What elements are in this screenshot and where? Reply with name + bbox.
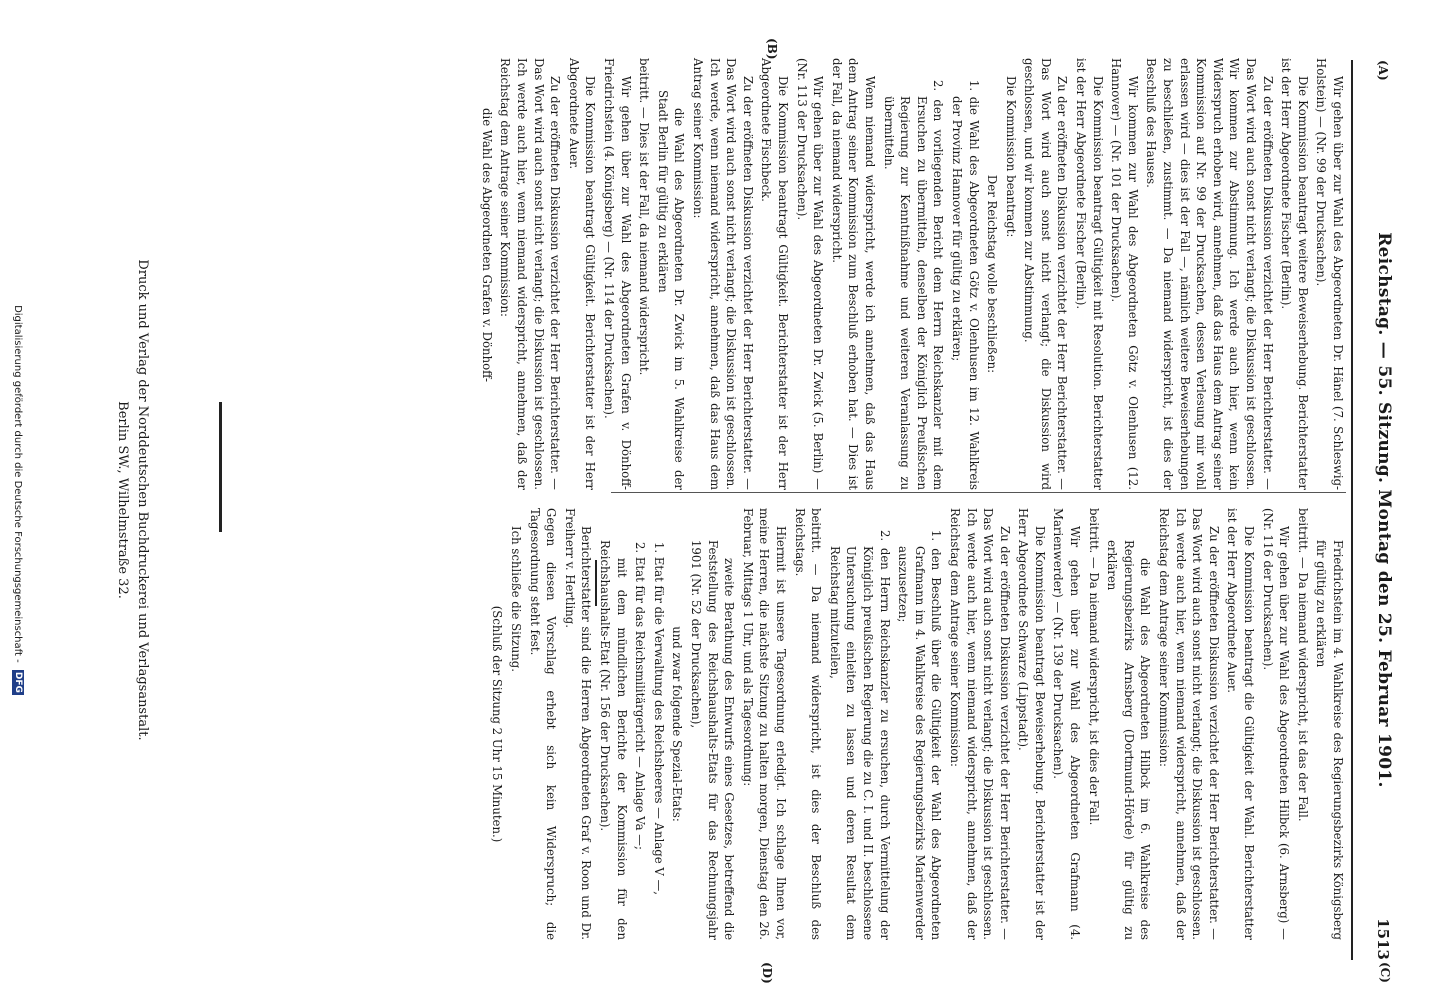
funding-note [10,0,24,1000]
margin-mark-d: (D) [760,962,774,984]
end-rule-right [595,560,597,606]
left-column [476,58,1346,490]
paragraph: und zwar folgende Spezial-Etats: [670,626,685,822]
paragraph: Wir kommen zur Wahl des Abgeordneten Götz v. Olenhusen (12. Hannover) — (Nr. 101 der Drucksachen). [1109,58,1140,490]
page-title: Reichstag. — 55. Sitzung. Montag den 25. Februar 1901. [1374,232,1394,788]
paragraph: Die Kommission beantragt Gültigkeit. Berichterstatter ist der Herr Abgeordnete Auer. [566,58,598,490]
paragraph: Die Kommission beantragt Beweiserhebung. Berichterstatter ist der Herr Abgeordnete Schwarze (Lippstadt). [1016,508,1047,940]
paragraph: Wir gehen über zur Wahl des Abgeordneten Hilbck (6. Arnsberg) — (Nr. 116 der Drucksachen). [1260,508,1292,940]
paragraph: Die Kommission beantragt weitere Beweiserhebung. Berichterstatter ist der Herr Abgeordnete Fischer (Berlin). [1279,58,1310,490]
list-item: 2. Etat für das Reichsmilitärgericht — Anlage Va —; [633,542,648,850]
paragraph: Wir gehen über zur Wahl des Abgeordneten Dr. Zwick (5. Berlin) — (Nr. 113 der Drucksachen). [794,58,826,490]
list-item: 1. die Wahl des Abgeordneten Götz v. Olenhusen im 12. Wahlkreis der Provinz Hannover für gültig zu erklären; [949,80,981,490]
imprint [112,70,152,930]
page-number: 1513 [1374,918,1392,960]
imprint-line-2: Berlin SW., Wilhelmstraße 32. [115,401,130,599]
paragraph: Hiermit ist unsere Tagesordnung erledigt. Ich schlage Ihnen vor, meine Herren, die nächste Sitzung zu halten morgen, Dienstag den 26. Februar, Mittags 1 Uhr, und als Tagesordnung: [740,508,788,940]
funding-text: Digitalisierung gefördert durch die Deutsche Forschungsgemeinschaft - [12,305,23,663]
paragraph: beitritt. — Da niemand widerspricht, ist dies der Fall. [1086,508,1101,826]
paragraph: Die Kommission beantragt Gültigkeit. Berichterstatter ist der Herr Abgeordnete Fischbeck. [759,58,790,490]
paragraph: beitritt. — Da niemand widerspricht, ist das der Fall. [1295,508,1310,822]
paragraph: Die Kommission beantragt Gültigkeit mit Resolution. Berichterstatter ist der Herr Abgeordnete Fischer (Berlin). [1074,58,1105,490]
paragraph: Zu der eröffneten Diskussion verzichtet der Herr Berichterstatter. — Das Wort wird auch sonst nicht verlangt; die Diskussion ist geschlossen. Ich werde auch hier, wenn niemand widerspricht, annehmen, daß der Reichstag dem Antrage seiner Kommission: [498,58,563,490]
paragraph: Wir gehen über zur Wahl des Abgeordneten Grafen v. Dönhoff-Friedrichstein (4. Königsberg) — (Nr. 114 der Drucksachen). [602,58,633,490]
list-item: 1. den Beschluß über die Gültigkeit der Wahl des Abgeordneten Grafmann im 4. Wahlkreise des Regierungsbezirks Marienwerder auszusetzen; [896,530,944,940]
right-column [487,508,1346,940]
paragraph: Zu der eröffneten Diskussion verzichtet der Herr Berichterstatter. — Das Wort wird auch sonst nicht verlangt; die Diskussion ist geschlossen. Wir kommen zur Abstimmung. Ich werde auch hier, wenn kein Widerspruch erhoben wird, annehmen, daß das Haus dem Antrag seiner Kommission auf Nr. 99 der Drucksachen, dessen Verlesung mir wohl erlassen wird — dies ist der Fall —, nämlich weitere Beweiserhebungen zu beschließen, zustimmt. — Da niemand widerspricht, ist dies der Beschluß des Hauses. [1144,58,1275,490]
paragraph: die Wahl des Abgeordneten Dr. Zwick im 5. Wahlkreise der Stadt Berlin für gültig zu erklären [655,90,687,490]
paragraph: die Wahl des Abgeordneten Hilbck im 6. Wahlkreise des Regierungsbezirks Arnsberg (Dortmund-Hörde) für gültig zu erklären [1105,540,1153,940]
paragraph: Zu der eröffneten Diskussion verzichtet der Herr Berichterstatter. — Das Wort wird auch sonst nicht verlangt; die Diskussion ist geschlossen. Ich werde auch hier, wenn niemand widerspricht, annehmen, daß der Reichstag dem Antrage seiner Kommission: [947,508,1012,940]
paragraph: Die Kommission beantragt: [1003,76,1018,238]
paragraph: beitritt. — Da niemand widerspricht, ist dies der Beschluß des Reichstags. [792,508,824,940]
page-header [1356,60,1396,960]
header-rule [1351,60,1353,960]
paragraph: Wenn niemand widerspricht, werde ich annehmen, daß das Haus dem Antrag seiner Kommission zum Beschluß erhoben hat. — Dies ist der Fall, da niemand widerspricht. [829,58,877,490]
paragraph: mit dem mündlichen Berichte der Kommission für den Reichshaushalts-Etat (Nr. 156 der Drucksachen). [598,540,629,940]
paragraph: beitritt. — Dies ist der Fall, da niemand widerspricht. [637,58,652,376]
paragraph: Gegen diesen Vorschlag erhebt sich kein Widerspruch; die Tagesordnung steht fest. [527,508,559,940]
paragraph: zweite Berathung des Entwurfs eines Gesetzes, betreffend die Feststellung des Reichshaushalts-Etats für das Rechnungsjahr 1901 (Nr. 52 der Drucksachen), [689,540,737,940]
paragraph: Berichterstatter sind die Herren Abgeordneten Graf v. Roon und Dr. Freiherr v. Hertling. [562,508,594,940]
margin-mark-b: (B) [765,38,779,60]
paragraph: Ich schließe die Sitzung. [509,526,524,673]
paragraph: Zu der eröffneten Diskussion verzichtet der Herr Berichterstatter. — Das Wort wird auch sonst nicht verlangt; die Diskussion ist geschlossen. Ich werde, wenn niemand widerspricht, annehmen, daß das Haus dem Antrag seiner Kommission: [691,58,755,490]
paragraph: Wir gehen über zur Wahl des Abgeordneten Grafmann (4. Marienwerder) — (Nr. 139 der Drucksachen). [1051,508,1083,940]
paragraph: Die Kommission beantragt die Gültigkeit der Wahl. Berichterstatter ist der Herr Abgeordnete Auer. [1225,508,1257,940]
paragraph: (Schluß der Sitzung 2 Uhr 15 Minuten.) [490,605,505,843]
end-rule-center [219,402,222,532]
paragraph: Friedrichstein im 4. Wahlkreise des Regierungsbezirks Königsberg für gültig zu erklären [1314,540,1345,940]
margin-mark-a: (A) [1376,60,1390,81]
imprint-line-1: Druck und Verlag der Norddeutschen Buchdruckerei und Verlagsanstalt. [135,259,150,741]
list-item: 2. den vorliegenden Bericht dem Herrn Reichskanzler mit dem Ersuchen zu übermitteln, denselben der Königlich Preußischen Regierung zur Kenntnißnahme und weiteren Veranlassung zu übermitteln. [881,80,946,490]
list-item: 1. Etat für die Verwaltung des Reichsheeres — Anlage V —, [651,542,666,895]
margin-mark-c: (C) [1378,962,1392,983]
paragraph: Der Reichstag wolle beschließen: [985,174,1000,374]
paragraph: Zu der eröffneten Diskussion verzichtet der Herr Berichterstatter. — Das Wort wird auch sonst nicht verlangt; die Diskussion ist geschlossen. Ich werde auch hier, wenn niemand widerspricht, annehmen, daß der Reichstag dem Antrage seiner Kommission: [1157,508,1221,940]
column-divider [611,492,1346,493]
paragraph: Wir gehen über zur Wahl des Abgeordneten Dr. Hänel (7. Schleswig-Holstein) — (Nr. 99 der Drucksachen). [1314,58,1345,490]
list-item: 2. den Herrn Reichskanzler zu ersuchen, durch Vermittelung der Königlich preußischen Regierung die zu C. I. und II. beschlossene Untersuchung einleiten zu lassen und deren Resultat dem Reichstag mitzuteilen, [827,530,892,940]
paragraph: Zu der eröffneten Diskussion verzichtet der Herr Berichterstatter. — Das Wort wird auch sonst nicht verlangt; die Diskussion wird geschlossen, und wir kommen zur Abstimmung. [1022,58,1070,490]
paragraph: die Wahl des Abgeordneten Grafen v. Dönhoff- [479,108,494,382]
dfg-logo: DFG [13,671,23,693]
